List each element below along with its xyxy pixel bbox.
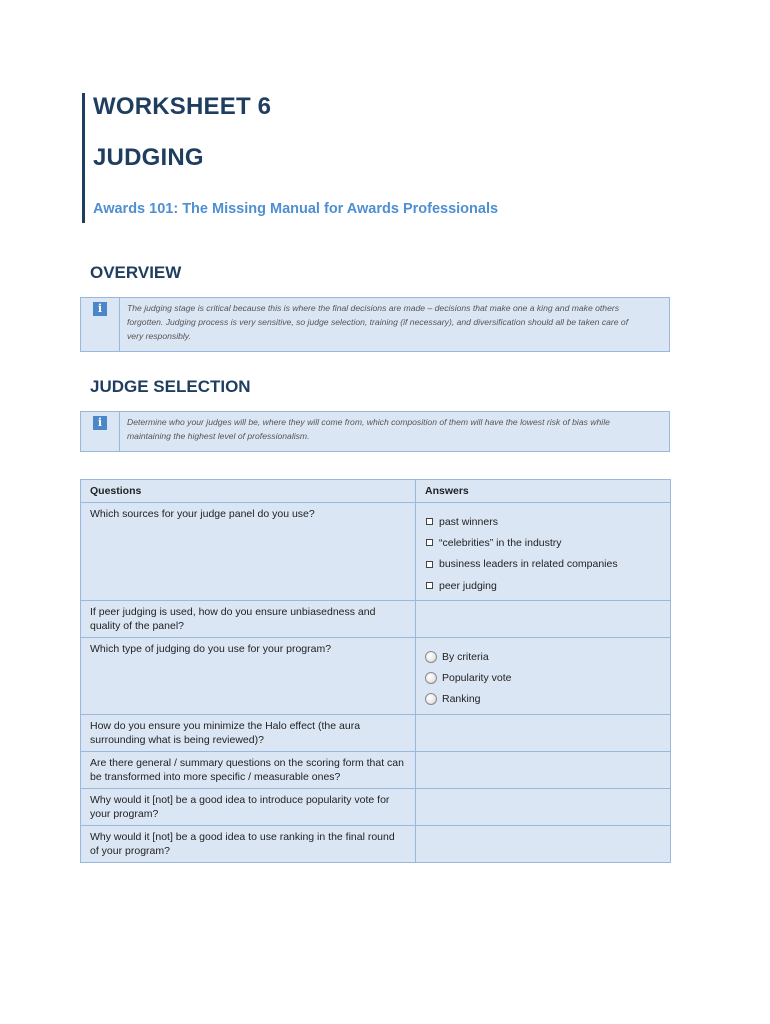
- worksheet-subtitle: Awards 101: The Missing Manual for Awards Professionals: [93, 201, 499, 217]
- option-label: Ranking: [442, 693, 481, 706]
- list-item[interactable]: [425, 532, 661, 553]
- table-row: [81, 826, 671, 863]
- overview-note: [80, 297, 670, 352]
- list-item[interactable]: [425, 667, 661, 688]
- answer-cell[interactable]: [416, 503, 671, 601]
- judge-selection-heading: JUDGE SELECTION: [90, 377, 251, 396]
- judge-selection-note: [80, 411, 670, 452]
- radio-icon[interactable]: [425, 651, 437, 663]
- list-item[interactable]: [425, 689, 661, 710]
- overview-heading: OVERVIEW: [90, 263, 182, 282]
- list-item[interactable]: [425, 554, 661, 575]
- answers-column-header: Answers: [416, 480, 671, 503]
- table-row: [81, 503, 671, 601]
- option-label: past winners: [439, 515, 498, 528]
- question-cell: If peer judging is used, how do you ensure unbiasedness and quality of the panel?: [81, 601, 416, 638]
- worksheet-title: WORKSHEET 6: [93, 93, 272, 120]
- answer-cell[interactable]: [416, 789, 671, 826]
- radio-icon[interactable]: [425, 672, 437, 684]
- option-label: “celebrities” in the industry: [439, 536, 562, 549]
- question-cell: Why would it [not] be a good idea to introduce popularity vote for your program?: [81, 789, 416, 826]
- table-row: [81, 638, 671, 715]
- answer-cell[interactable]: [416, 715, 671, 752]
- title-block: [82, 93, 682, 223]
- option-label: Popularity vote: [442, 672, 512, 685]
- table-row: [81, 789, 671, 826]
- checkbox-icon[interactable]: [426, 561, 433, 568]
- question-cell: Are there general / summary questions on the scoring form that can be transformed into more specific / measurable ones?: [81, 752, 416, 789]
- answer-cell[interactable]: [416, 826, 671, 863]
- list-item[interactable]: [425, 575, 661, 596]
- question-cell: Why would it [not] be a good idea to use ranking in the final round of your program?: [81, 826, 416, 863]
- checkbox-icon[interactable]: [426, 518, 433, 525]
- table-row: [81, 715, 671, 752]
- questions-column-header: Questions: [81, 480, 416, 503]
- answer-cell[interactable]: [416, 601, 671, 638]
- table-header-row: [81, 480, 671, 503]
- option-label: By criteria: [442, 650, 489, 663]
- info-icon: i: [93, 416, 107, 430]
- note-icon-cell: [81, 412, 120, 451]
- question-cell: Which type of judging do you use for your program?: [81, 638, 416, 715]
- list-item[interactable]: [425, 646, 661, 667]
- worksheet-subject: JUDGING: [93, 144, 204, 171]
- answer-cell[interactable]: [416, 752, 671, 789]
- overview-note-text: The judging stage is critical because this is where the final decisions are made – decisions that make one a king and make others forgotten. Judging process is very sensitive, so judge selection, training (if necessary), and diversification should all be taken care of very responsibly.: [127, 303, 629, 341]
- question-cell: How do you ensure you minimize the Halo effect (the aura surrounding what is being reviewed)?: [81, 715, 416, 752]
- option-label: business leaders in related companies: [439, 558, 618, 571]
- question-cell: Which sources for your judge panel do you use?: [81, 503, 416, 601]
- list-item[interactable]: [425, 511, 661, 532]
- questions-table: [80, 479, 671, 863]
- checkbox-icon[interactable]: [426, 582, 433, 589]
- info-icon: i: [93, 302, 107, 316]
- table-row: [81, 752, 671, 789]
- option-label: peer judging: [439, 579, 497, 592]
- judge-selection-note-text: Determine who your judges will be, where they will come from, which composition of them will have the lowest risk of bias while maintaining the highest level of professionalism.: [127, 417, 610, 441]
- note-icon-cell: [81, 298, 120, 351]
- table-row: [81, 601, 671, 638]
- checkbox-icon[interactable]: [426, 539, 433, 546]
- judging-type-list: [425, 642, 661, 710]
- radio-icon[interactable]: [425, 693, 437, 705]
- answer-cell[interactable]: [416, 638, 671, 715]
- source-options-list: [425, 507, 661, 596]
